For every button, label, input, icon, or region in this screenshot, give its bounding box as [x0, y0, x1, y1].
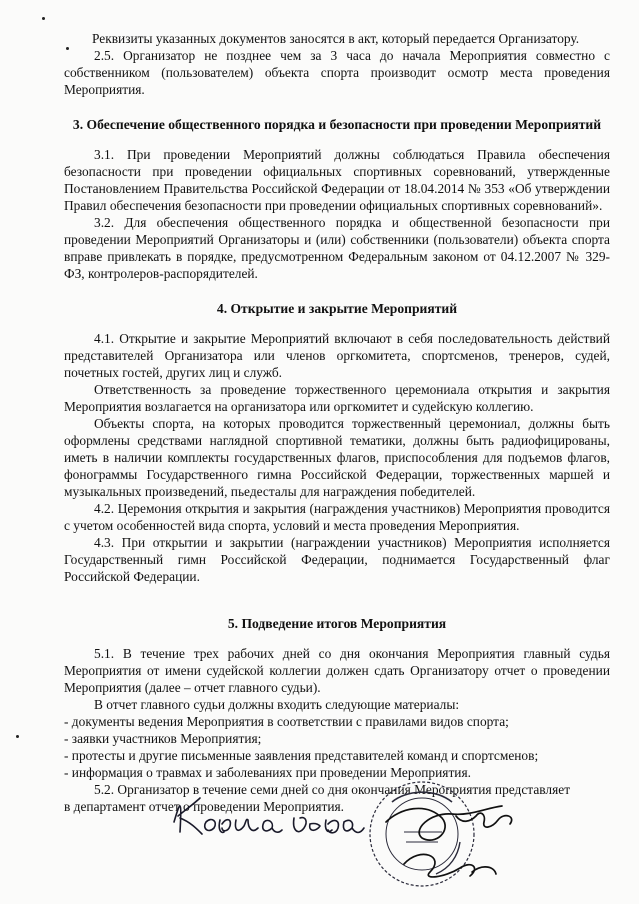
handwritten-note-image [174, 798, 364, 834]
list-item: - информация о травмах и заболеваниях при проведении Мероприятия. [64, 765, 471, 780]
scan-speck [16, 735, 19, 738]
paragraph-5-2: 5.2. Организатор в течение семи дней со дня окончания Мероприятия представляет [94, 782, 571, 797]
paragraph-4-2: 4.2. Церемония открытия и закрытия (награждения участников) Мероприятия проводится с учетом особенностей вида спорта, условий и места проведения Мероприятия. [64, 501, 610, 533]
paragraph-4-3: 4.3. При открытии и закрытии (награждении участников) Мероприятия исполняется Государственный гимн Российской Федерации, поднимается Государственный флаг Российской Федерации. [64, 535, 610, 584]
paragraph-5-1: 5.1. В течение трех рабочих дней со дня окончания Мероприятия главный судья Мероприятия от имени судейской коллегии должен сдать Организатору отчет о проведении Мероприятия (далее – отчет главного судьи). [64, 646, 610, 695]
section-4-heading: 4. Открытие и закрытие Мероприятий [216, 301, 458, 316]
section-3-heading: 3. Обеспечение общественного порядка и безопасности при проведении Мероприятий [72, 117, 602, 132]
scan-speck [42, 17, 45, 20]
intro-requisites-line: Реквизиты указанных документов заносятся в акт, который передается Организатору. [92, 31, 580, 46]
document-body [64, 30, 610, 815]
paragraph-responsibility: Ответственность за проведение торжественного церемониала открытия и закрытия Мероприятия возлагается на организатора или оргкомитет и судейскую коллегию. [64, 382, 610, 414]
list-item: - документы ведения Мероприятия в соответствии с правилами видов спорта; [64, 714, 509, 729]
paragraph-report-materials: В отчет главного судьи должны входить следующие материалы: [94, 697, 460, 712]
paragraph-4-1: 4.1. Открытие и закрытие Мероприятий включают в себя последовательность действий представителей Организатора или членов оргкомитета, спортсменов, тренеров, судей, почетных гостей, других лиц и служб. [64, 331, 610, 380]
paragraph-5-2-continued: в департамент отчет о проведении Мероприятия. [64, 799, 345, 814]
section-5-heading: 5. Подведение итогов Мероприятия [227, 616, 447, 631]
paragraph-3-2: 3.2. Для обеспечения общественного порядка и общественной безопасности при проведении Мероприятий Организаторы и (или) собственники (пользователи) объекта спорта вправе привлекать в порядке, предусмотренном Федеральным законом от 04.12.2007 № 329-ФЗ, контролеров-распорядителей. [64, 215, 610, 281]
list-item: - заявки участников Мероприятия; [64, 731, 262, 746]
paragraph-3-1: 3.1. При проведении Мероприятий должны соблюдаться Правила обеспечения безопасности при проведении официальных спортивных соревнований, утвержденные Постановлением Правительства Российской Федерации от 18.04.2014 № 353 «Об утверждении Правил обеспечения безопасности при проведении официальных спортивных соревнований». [64, 147, 610, 213]
list-item: - протесты и другие письменные заявления представителей команд и спортсменов; [64, 748, 539, 763]
certification-graphics [160, 772, 540, 902]
stamp-image [370, 782, 474, 886]
paragraph-2-5: 2.5. Организатор не позднее чем за 3 часа до начала Мероприятия совместно с собственником (пользователем) объекта спорта производит осмотр места проведения Мероприятия. [64, 48, 610, 97]
paragraph-sport-objects: Объекты спорта, на которых проводится торжественный церемониал, должны быть оформлены средствами наглядной спортивной тематики, должны быть радиофицированы, иметь в наличии комплекты государственных флагов, приспособления для подъемов флагов, фонограммы Государственного гимна Российской Федерации, торжественных маршей и музыкальных произведений, пьедесталы для награждения победителей. [64, 416, 610, 499]
certification-area [160, 772, 540, 902]
